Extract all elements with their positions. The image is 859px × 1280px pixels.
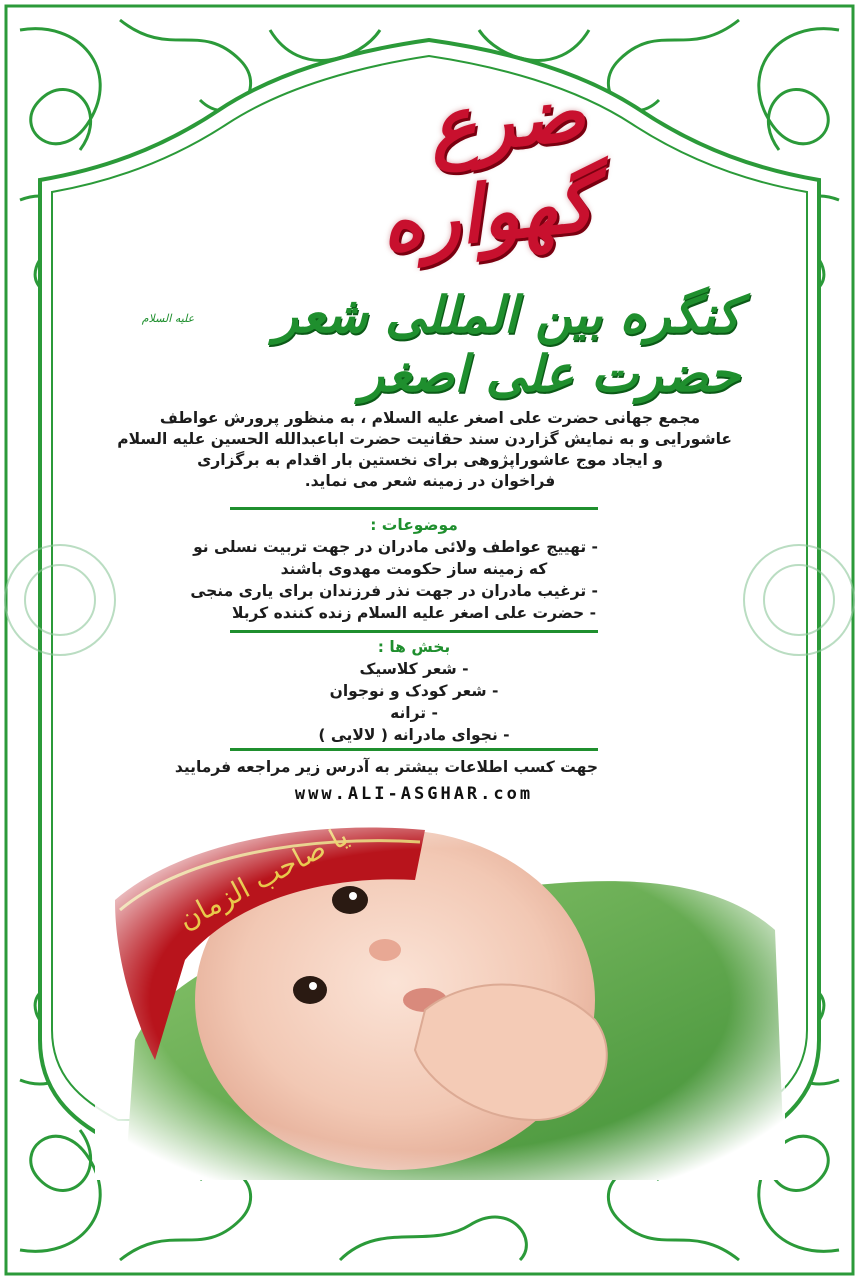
topic-line: - حضرت علی اصغر علیه السلام زنده کننده کربلا (231, 604, 597, 622)
section-line: - ترانه (390, 704, 438, 722)
sections-section (230, 636, 598, 746)
topics-section (190, 514, 598, 624)
intro-line: مجمع جهانی حضرت علی اصغر علیه السلام ، به منظور پرورش عواطف (159, 409, 701, 427)
main-title: ضرع گهواره (376, 66, 599, 271)
topic-line: - تهییج عواطف ولائی مادران در جهت تربیت نسلی نو (193, 538, 598, 556)
divider (230, 507, 598, 510)
contact-text: جهت کسب اطلاعات بیشتر به آدرس زیر مراجعه فرمایید (174, 758, 598, 776)
section-line: - شعر کودک و نوجوان (329, 682, 499, 700)
sections-heading: بخش ها : (377, 638, 451, 656)
topic-line: که زمینه ساز حکومت مهدوی باشند (280, 560, 548, 578)
congress-title: کنگره بین المللی شعر حضرت علی اصغر (274, 285, 740, 403)
section-line: - نجوای مادرانه ( لالایی ) (318, 726, 510, 744)
section-line: - شعر کلاسیک (359, 660, 469, 678)
intro-line: و ایجاد موج عاشوراپژوهی برای نخستین بار اقدام به برگزاری (197, 451, 663, 469)
topics-heading: موضوعات : (370, 516, 458, 534)
honorific-text: علیه السلام (141, 312, 195, 325)
topic-line: - ترغیب مادران در جهت نذر فرزندان برای یاری منجی (190, 582, 598, 600)
intro-paragraph (117, 408, 732, 492)
divider (230, 748, 598, 751)
divider (230, 630, 598, 633)
intro-line: فراخوان در زمینه شعر می نماید. (304, 472, 556, 490)
baby-image (95, 820, 785, 1180)
website-link[interactable]: www.ALI-ASGHAR.com (294, 784, 534, 804)
intro-line: عاشورایی و به نمایش گزاردن سند حقانیت حضرت اباعبدالله الحسین علیه السلام (117, 430, 732, 448)
